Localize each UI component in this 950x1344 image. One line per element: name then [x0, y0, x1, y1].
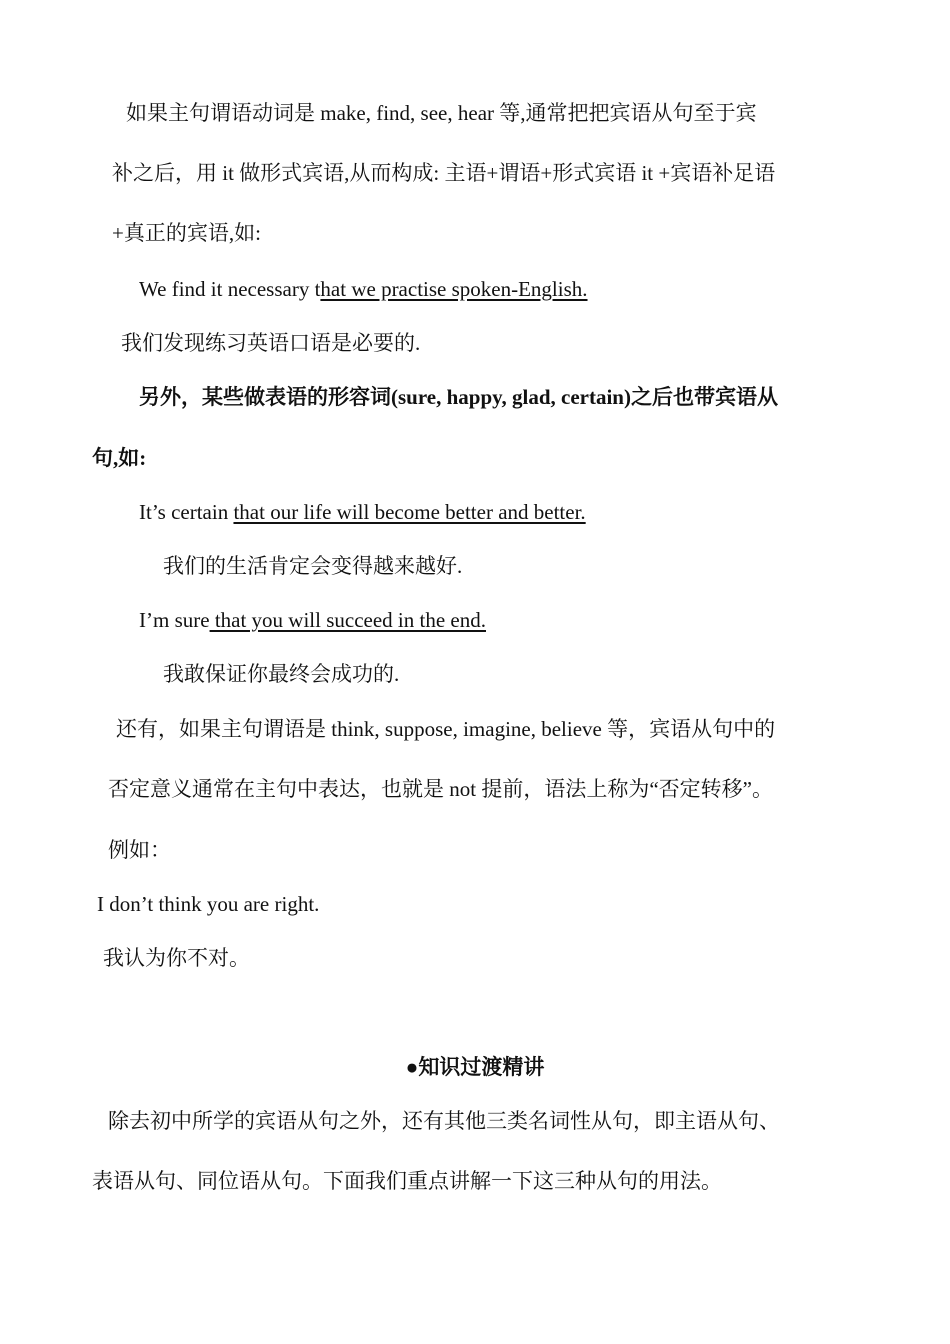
paragraph2-line2: 句,如: — [92, 446, 147, 470]
section-heading: ●知识过渡精讲 — [405, 1055, 545, 1079]
example3-sentence — [139, 608, 486, 633]
paragraph1-line2: 补之后，用 it 做形式宾语,从而构成: 主语+谓语+形式宾语 it +宾语补足语 — [112, 161, 776, 185]
example3-translation: 我敢保证你最终会成功的. — [163, 662, 400, 686]
paragraph1-line1: 如果主句谓语动词是 make, find, see, hear 等,通常把把宾语从句至于宾 — [126, 101, 757, 125]
section-line2: 表语从句、同位语从句。下面我们重点讲解一下这三种从句的用法。 — [92, 1169, 722, 1193]
example1-sentence — [139, 277, 588, 302]
section-line1: 除去初中所学的宾语从句之外，还有其他三类名词性从句，即主语从句、 — [108, 1109, 780, 1133]
example3-plain: I’m sure — [139, 608, 210, 632]
example2-translation: 我们的生活肯定会变得越来越好. — [163, 554, 463, 578]
example2-plain: It’s certain — [139, 500, 234, 524]
example4-sentence: I don’t think you are right. — [97, 892, 320, 916]
example1-plain: We find it necessary t — [139, 277, 321, 301]
paragraph3-line1: 还有，如果主句谓语是 think, suppose, imagine, believe 等，宾语从句中的 — [116, 717, 776, 741]
example1-underlined-clause: hat we practise spoken-English. — [320, 277, 588, 301]
example1-translation: 我们发现练习英语口语是必要的. — [121, 331, 421, 355]
example4-translation: 我认为你不对。 — [103, 946, 250, 970]
example3-underlined-clause: that you will succeed in the end. — [209, 608, 486, 632]
example2-underlined-clause: that our life will become better and better. — [233, 500, 586, 524]
paragraph3-line2: 否定意义通常在主句中表达，也就是 not 提前，语法上称为“否定转移”。 — [108, 777, 773, 801]
example2-sentence — [139, 500, 586, 525]
paragraph1-line3: +真正的宾语,如: — [112, 221, 261, 245]
paragraph2-line1: 另外，某些做表语的形容词(sure, happy, glad, certain)之后也带宾语从 — [139, 385, 778, 409]
paragraph3-line3: 例如： — [108, 838, 171, 862]
